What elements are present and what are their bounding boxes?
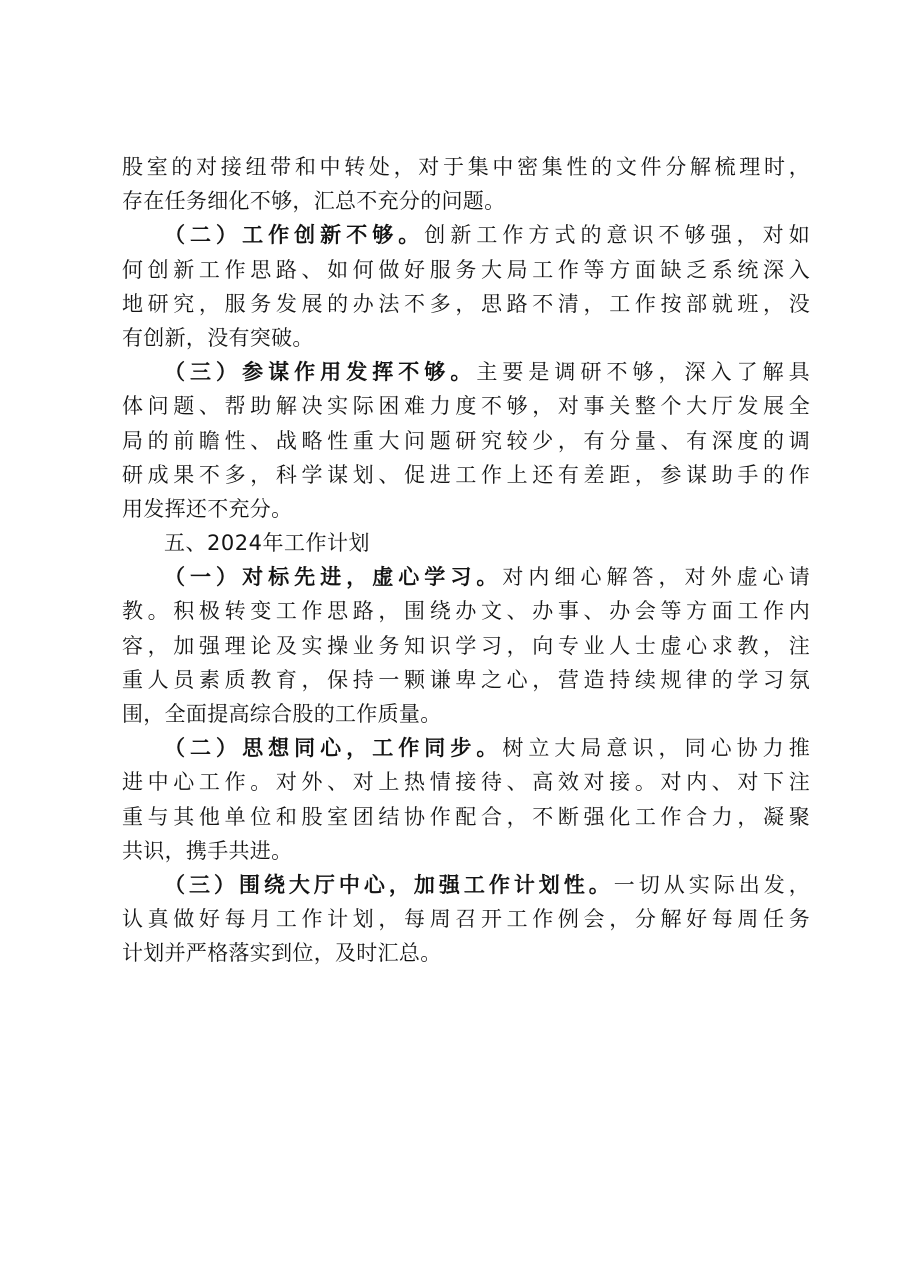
text-line: 有创新，没有突破。 xyxy=(122,325,314,350)
text-line: 局的前瞻性、战略性重大问题研究较少，有分量、有深度的调 xyxy=(122,428,810,453)
text-line: 围，全面提高综合股的工作质量。 xyxy=(122,702,442,726)
section-title: 五、2024年工作计划 xyxy=(164,531,370,556)
paragraph-text: 树立大局意识，同心协力推 xyxy=(502,736,810,761)
text-line: 何创新工作思路、如何做好服务大局工作等方面缺乏系统深入 xyxy=(122,257,810,282)
text-line: 进中心工作。对外、对上热情接待、高效对接。对内、对下注 xyxy=(122,770,810,795)
paragraph-heading: （二）工作创新不够。 xyxy=(164,223,425,248)
paragraph-advisory-role xyxy=(122,355,810,526)
text-line: 存在任务细化不够，汇总不充分的问题。 xyxy=(122,189,506,214)
text-line: 共识，携手共进。 xyxy=(122,838,293,863)
paragraph-unified-thinking xyxy=(122,731,810,868)
text-line: 地研究，服务发展的办法不多，思路不清，工作按部就班，没 xyxy=(122,291,810,316)
paragraph-continuation xyxy=(122,150,810,218)
paragraph-heading: （一）对标先进，虚心学习。 xyxy=(164,565,503,590)
text-line: 研成果不多，科学谋划、促进工作上还有差距，参谋助手的作 xyxy=(122,462,810,487)
text-line: 重人员素质教育，保持一颗谦卑之心，营造持续规律的学习氛 xyxy=(122,667,810,692)
text-line: 教。积极转变工作思路，围绕办文、办事、办会等方面工作内 xyxy=(122,599,810,624)
paragraph-text: 主要是调研不够，深入了解具 xyxy=(476,360,810,385)
text-line xyxy=(122,218,810,252)
paragraph-heading: （二）思想同心，工作同步。 xyxy=(164,736,503,761)
text-line: 认真做好每月工作计划，每周召开工作例会，分解好每周任务 xyxy=(122,907,810,932)
text-line: 重与其他单位和股室团结协作配合，不断强化工作合力，凝聚 xyxy=(122,804,810,829)
paragraph-text: 对内细心解答，对外虚心请 xyxy=(502,565,810,590)
paragraph-heading: （三）参谋作用发挥不够。 xyxy=(164,360,477,385)
document-page xyxy=(122,150,810,971)
text-line xyxy=(122,731,810,765)
paragraph-work-planning xyxy=(122,868,810,971)
text-line xyxy=(122,560,810,594)
text-line: 体问题、帮助解决实际困难力度不够，对事关整个大厅发展全 xyxy=(122,394,810,419)
paragraph-text: 一切从实际出发， xyxy=(613,872,810,897)
text-line: 计划并严格落实到位，及时汇总。 xyxy=(122,941,442,966)
text-line: 股室的对接纽带和中转处，对于集中密集性的文件分解梳理时， xyxy=(122,155,810,179)
paragraph-benchmark-learning xyxy=(122,560,810,731)
text-line xyxy=(122,355,810,389)
paragraph-text: 创新工作方式的意识不够强，对如 xyxy=(424,223,810,248)
paragraph-innovation xyxy=(122,218,810,355)
text-line: 容，加强理论及实操业务知识学习，向专业人士虚心求教，注 xyxy=(122,633,810,658)
paragraph-heading: （三）围绕大厅中心，加强工作计划性。 xyxy=(164,872,614,897)
text-line: 用发挥还不充分。 xyxy=(122,496,293,521)
text-line xyxy=(122,868,810,902)
